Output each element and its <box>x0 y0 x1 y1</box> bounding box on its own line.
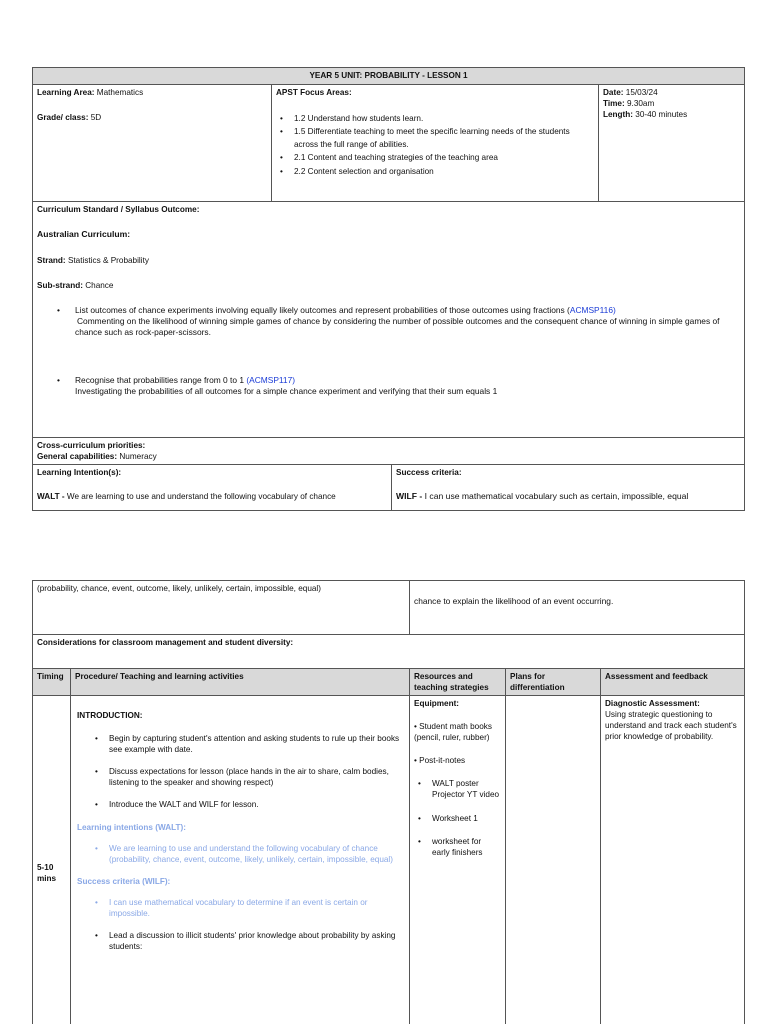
wilf-continued-cell: chance to explain the likelihood of an event occurring. <box>410 581 745 635</box>
assessment-header: Assessment and feedback <box>601 669 745 696</box>
lesson-title: YEAR 5 UNIT: PROBABILITY - LESSON 1 <box>33 68 745 85</box>
procedure-header: Procedure/ Teaching and learning activities <box>71 669 410 696</box>
lesson-overview-table <box>32 67 745 511</box>
timing-header: Timing <box>33 669 71 696</box>
procedure-cell: INTRODUCTION: • Begin by capturing student's attention and asking students to rule up their books see example with date. • Discuss expectations for lesson (place hands in the air to share, calm bodies, listening to the speaker and showing respect) • Introduce the WALT and WILF for lesson. Learning intentions (WALT): • We are learning to use and understand the following vocabulary of chance (probability, chance, event, outcome, likely, unlikely, certain, impossible, equal) Success criteria (WILF): • I can use mathematical vocabulary to determine if an event is certain or impossible. • Lead a discussion to illicit students' prior knowledge about probability by asking students: <box>71 696 410 1024</box>
apst-item: • 2.2 Content selection and organisation <box>276 165 594 178</box>
curriculum-cell: Curriculum Standard / Syllabus Outcome: Australian Curriculum: Strand: Statistics & Probability Sub-strand: Chance • List outcomes of chance experiments involving equally likely outcomes and represent probabilities of those outcomes using fractions (ACMSP116) Commenting on the likelihood of winning simple games of chance by considering the number of possible outcomes and the consequent chance of winning in simple games of chance such as rock-paper-scissors. • Recognise that probabilities range from 0 to 1 (ACMSP117) Investigating the probabilities of all outcomes for a simple chance experiment and verifying that their sum equals 1 <box>33 202 745 438</box>
procedure-step: • Introduce the WALT and WILF for lesson. <box>91 799 405 810</box>
assessment-cell: Diagnostic Assessment: Using strategic questioning to understand and track each student's prior knowledge of probability. <box>601 696 745 1024</box>
wilf-item: • I can use mathematical vocabulary to determine if an event is certain or impossible. <box>91 897 405 919</box>
apst-item: • 1.5 Differentiate teaching to meet the specific learning needs of the students across the full range of abilities. <box>276 125 594 151</box>
equipment-item: • Student math books (pencil, ruler, rubber) <box>414 722 492 743</box>
walt-continued-cell: (probability, chance, event, outcome, likely, unlikely, certain, impossible, equal) <box>33 581 410 635</box>
learning-intention-cell: Learning Intention(s): WALT - We are learning to use and understand the following vocabulary of chance <box>33 465 392 511</box>
apst-item: • 2.1 Content and teaching strategies of the teaching area <box>276 151 594 164</box>
resources-cell: Equipment: • Student math books (pencil, ruler, rubber) • Post-it-notes • WALT poster Projector YT video • Worksheet 1 • worksheet for early finishers <box>410 696 506 1024</box>
outcome-acmsp116: • List outcomes of chance experiments involving equally likely outcomes and represent probabilities of those outcomes using fractions (ACMSP116) Commenting on the likelihood of winning simple games of chance by considering the number of possible outcomes and the consequent chance of winning in simple games of chance such as rock-paper-scissors. <box>57 304 720 338</box>
equipment-item: • WALT poster Projector YT video <box>414 778 501 800</box>
equipment-item: • Worksheet 1 <box>414 813 501 824</box>
date-time-cell: Date: 15/03/24 Time: 9.30am Length: 30-40 minutes <box>599 85 745 202</box>
equipment-item: • worksheet for early finishers <box>414 836 501 858</box>
apst-focus-cell: APST Focus Areas: • 1.2 Understand how students learn. • 1.5 Differentiate teaching to meet the specific learning needs of the students across the full range of abilities. • 2.1 Content and teaching strategies of the teaching area • 2.2 Content selection and organisation <box>272 85 599 202</box>
procedure-step: • Begin by capturing student's attention and asking students to rule up their books see example with date. <box>91 733 405 755</box>
plans-header: Plans for differentiation <box>506 669 601 696</box>
timing-cell: 5-10 mins <box>33 696 71 1024</box>
procedure-step: • Lead a discussion to illicit students' prior knowledge about probability by asking students: <box>91 930 405 952</box>
lesson-procedure-table <box>32 580 745 1024</box>
outcome-acmsp117: • Recognise that probabilities range from 0 to 1 (ACMSP117) Investigating the probabilities of all outcomes for a simple chance experiment and verifying that their sum equals 1 <box>57 374 498 397</box>
considerations-cell: Considerations for classroom management and student diversity: <box>33 635 745 669</box>
learning-area-cell: Learning Area: Mathematics Grade/ class: 5D <box>33 85 272 202</box>
plans-cell <box>506 696 601 1024</box>
equipment-item: • Post-it-notes <box>414 756 466 766</box>
apst-item: • 1.2 Understand how students learn. <box>276 112 594 125</box>
walt-item: • We are learning to use and understand the following vocabulary of chance (probability, chance, event, outcome, likely, unlikely, certain, impossible, equal) <box>91 843 405 865</box>
success-criteria-cell: Success criteria: WILF - I can use mathematical vocabulary such as certain, impossible, equal <box>392 465 745 511</box>
procedure-step: • Discuss expectations for lesson (place hands in the air to share, calm bodies, listening to the speaker and showing respect) <box>91 766 405 788</box>
priorities-cell: Cross-curriculum priorities: General capabilities: Numeracy <box>33 438 745 465</box>
resources-header: Resources and teaching strategies <box>410 669 506 696</box>
